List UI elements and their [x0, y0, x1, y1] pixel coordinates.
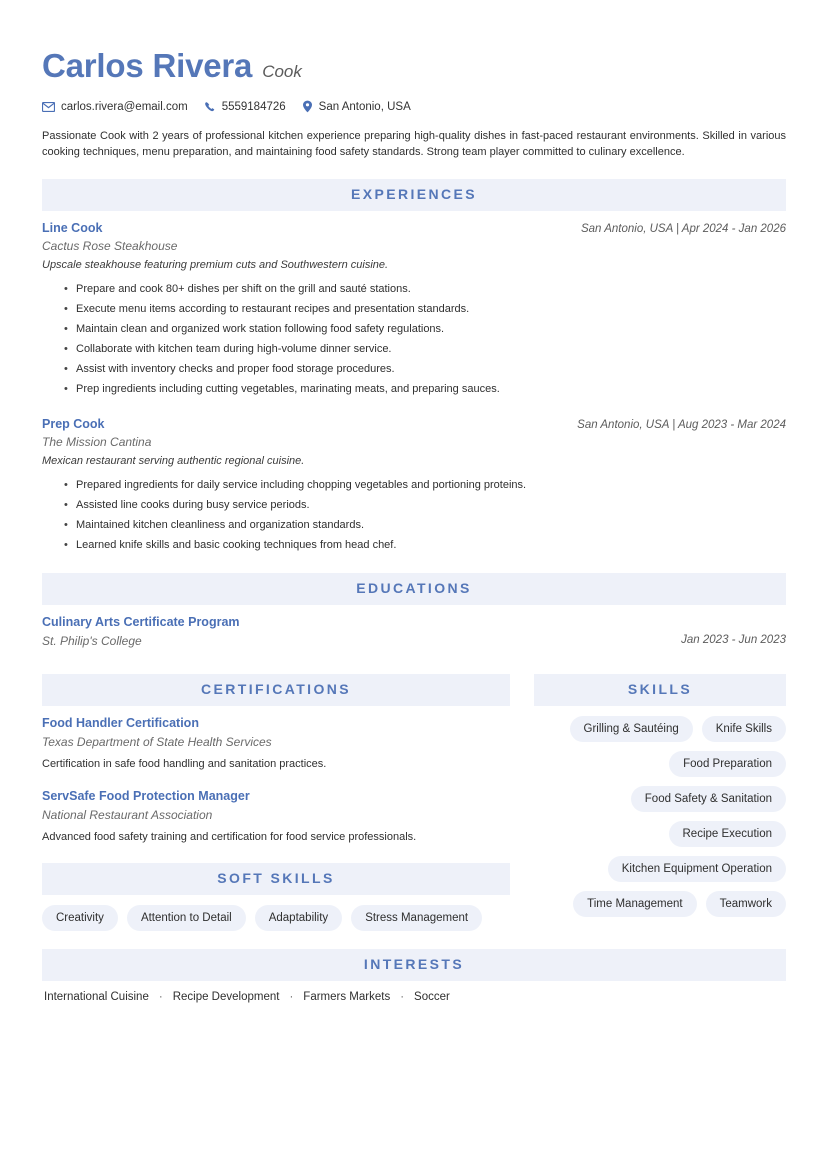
page-left-margin: [0, 0, 14, 1171]
skill-chip: Food Safety & Sanitation: [631, 786, 786, 812]
list-item: • Prepare and cook 80+ dishes per shift on the grill and sauté stations.: [64, 279, 786, 299]
list-item: • Collaborate with kitchen team during high-volume dinner service.: [64, 339, 786, 359]
skill-chip: Knife Skills: [702, 716, 786, 742]
right-column: [534, 656, 786, 931]
list-item: • Maintained kitchen cleanliness and organization standards.: [64, 515, 786, 535]
experience-head: [42, 221, 786, 235]
section-header-soft-skills: [42, 863, 510, 895]
skill-chip: Teamwork: [706, 891, 786, 917]
certification-organization: National Restaurant Association: [42, 807, 213, 822]
experience-company: Cactus Rose Steakhouse: [42, 239, 178, 254]
job-title: Cook: [262, 62, 302, 81]
section-header-experiences: [42, 179, 786, 211]
skill-chip: Time Management: [573, 891, 696, 917]
resume-header: [42, 48, 786, 84]
education-school: St. Philip's College: [42, 634, 142, 649]
certification-title: ServSafe Food Protection Manager: [42, 788, 250, 803]
education-degree: Culinary Arts Certificate Program: [42, 615, 240, 630]
list-item: • Maintain clean and organized work station following food safety regulations.: [64, 319, 786, 339]
soft-skill-chip: Adaptability: [255, 905, 342, 931]
email-icon: [42, 102, 55, 112]
section-header-interests: [42, 949, 786, 981]
soft-skill-chip: Attention to Detail: [127, 905, 246, 931]
section-title-soft-skills: SOFT SKILLS: [217, 870, 335, 887]
section-header-educations: [42, 573, 786, 605]
experience-title: Line Cook: [42, 221, 103, 236]
interest-item: Recipe Development: [172, 991, 280, 1004]
section-header-skills: [534, 674, 786, 706]
skill-chip: Grilling & Sautéing: [570, 716, 693, 742]
list-item: • Prepared ingredients for daily service including chopping vegetables and portioning proteins.: [64, 475, 786, 495]
certification-description: Advanced food safety training and certification for food service professionals.: [42, 830, 417, 843]
education-date: Jan 2023 - Jun 2023: [681, 634, 786, 647]
contact-email-value: carlos.rivera@email.com: [61, 100, 188, 113]
location-pin-icon: [302, 100, 313, 113]
contact-row: [42, 100, 786, 113]
section-title-skills: SKILLS: [627, 681, 693, 698]
contact-phone-value: 5559184726: [221, 100, 286, 113]
list-item: • Learned knife skills and basic cooking techniques from head chef.: [64, 535, 786, 555]
experience-entry: [42, 417, 786, 555]
experience-company: The Mission Cantina: [42, 435, 152, 450]
certification-description: Certification in safe food handling and sanitation practices.: [42, 758, 327, 771]
left-column: [42, 656, 510, 931]
soft-skill-chips: [42, 905, 510, 931]
list-item: • Prep ingredients including cutting vegetables, marinating meats, and preparing sauces.: [64, 379, 786, 399]
experience-bullets: [42, 279, 786, 399]
contact-location: [302, 100, 411, 113]
certification-title: Food Handler Certification: [42, 716, 199, 731]
experience-description: Upscale steakhouse featuring premium cuts and Southwestern cuisine.: [42, 259, 389, 272]
section-header-certifications: [42, 674, 510, 706]
certification-organization: Texas Department of State Health Services: [42, 735, 272, 750]
phone-icon: [204, 101, 216, 113]
soft-skill-chip: Stress Management: [351, 905, 482, 931]
skill-chips: [534, 716, 786, 917]
section-title-interests: INTERESTS: [363, 956, 465, 973]
contact-location-value: San Antonio, USA: [318, 100, 411, 113]
skill-chip: Recipe Execution: [669, 821, 787, 847]
two-column-zone: [42, 656, 786, 931]
education-left: [42, 615, 240, 648]
full-name: Carlos Rivera: [42, 47, 253, 84]
skill-chip: Kitchen Equipment Operation: [608, 856, 786, 882]
skill-chip: Food Preparation: [669, 751, 786, 777]
experience-head: [42, 417, 786, 431]
list-item: • Assisted line cooks during busy service periods.: [64, 495, 786, 515]
education-entry: [42, 615, 786, 648]
professional-summary: Passionate Cook with 2 years of professional kitchen experience preparing high-quality dishes in fast-paced restaurant environments. Skilled in various cooking techniques, menu preparation, and maintaining food safety standards. Strong team player committed to culinary excellence.: [42, 130, 786, 159]
spacer: [42, 403, 786, 417]
contact-email: [42, 101, 188, 113]
certification-entry: [42, 716, 510, 772]
separator-dot: ·: [158, 991, 163, 1004]
section-title-experiences: EXPERIENCES: [351, 186, 477, 203]
experience-entry: [42, 221, 786, 399]
experience-title: Prep Cook: [42, 417, 105, 432]
interest-item: Soccer: [414, 991, 450, 1004]
experience-description: Mexican restaurant serving authentic regional cuisine.: [42, 455, 305, 468]
experience-meta: San Antonio, USA | Apr 2024 - Jan 2026: [580, 223, 786, 236]
contact-phone: [204, 101, 286, 113]
separator-dot: ·: [400, 991, 405, 1004]
interest-item: Farmers Markets: [303, 991, 391, 1004]
interest-item: International Cuisine: [44, 991, 149, 1004]
interests-row: [42, 991, 786, 1003]
certification-entry: [42, 789, 510, 845]
experience-meta: San Antonio, USA | Aug 2023 - Mar 2024: [577, 419, 786, 432]
soft-skill-chip: Creativity: [42, 905, 118, 931]
list-item: • Execute menu items according to restaurant recipes and presentation standards.: [64, 299, 786, 319]
section-title-educations: EDUCATIONS: [356, 580, 472, 597]
experience-bullets: [42, 475, 786, 555]
separator-dot: ·: [289, 991, 294, 1004]
section-title-certifications: CERTIFICATIONS: [200, 681, 351, 698]
list-item: • Assist with inventory checks and proper food storage procedures.: [64, 359, 786, 379]
